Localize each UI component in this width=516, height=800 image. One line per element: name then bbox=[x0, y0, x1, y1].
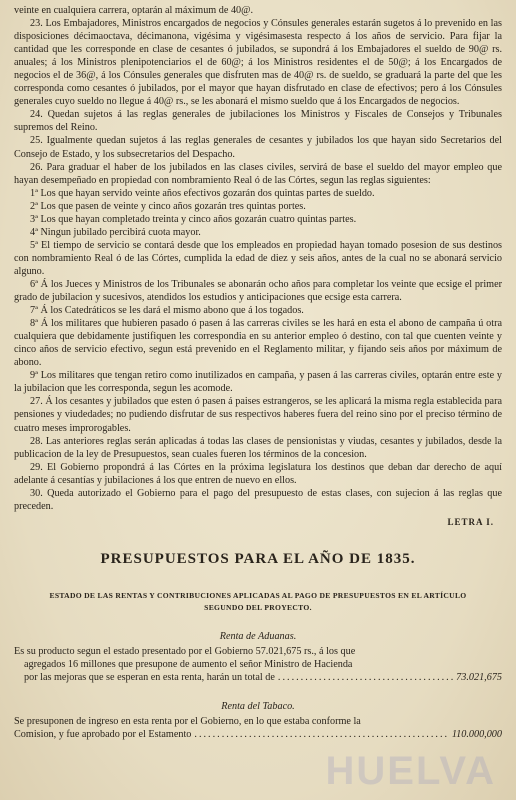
section-heading: Renta del Tabaco. bbox=[221, 701, 295, 713]
text-line: Es su producto segun el estado presentado por el Gobierno 57.021,675 rs., á los que bbox=[14, 645, 356, 657]
paragraph: 24. Quedan sujetos á las reglas generales de jubilaciones los Ministros y Fiscales de Consejos y Tribunales supremos del Reino. bbox=[14, 109, 502, 134]
paragraph: 29. El Gobierno propondrá á las Córtes en la próxima legislatura los destinos que deban dar derecho de aquí adelante á cesantías y jubilaciones á los que entren de nuevo en ellos. bbox=[14, 461, 502, 486]
page-subtitle: ESTADO DE LAS RENTAS Y CONTRIBUCIONES APLICADAS AL PAGO DE PRESUPUESTOS EN EL ARTÍCULO SEGUNDO DEL PROYECTO. bbox=[49, 590, 467, 612]
paragraph: 30. Queda autorizado el Gobierno para el pago del presupuesto de estas clases, con sujecion á las reglas que preceden. bbox=[14, 487, 502, 512]
section-aduanas bbox=[14, 630, 502, 684]
paragraph: 26. Para graduar el haber de los jubilados en las clases civiles, servirá de base el sueldo del mayor empleo que hayan desempeñado en propiedad con nombramiento Real ó de las Córtes, segun las reglas siguientes: bbox=[14, 161, 502, 186]
text-line: agregados 16 millones que presupone de aumento el señor Ministro de Hacienda bbox=[24, 658, 353, 670]
paragraph: 27. Á los cesantes y jubilados que esten ó pasen á paises estrangeros, se les aplicará la misma regla establecida para pensiones y viudedades; no pudiendo disfrutar de sus respectivos haberes fuera del reino sino por el preciso término de cuatro meses improrogables. bbox=[14, 396, 502, 434]
rule-item: 7ª Á los Catedráticos se les dará el mismo abono que á los togados. bbox=[30, 305, 304, 317]
rule-item: 3ª Los que hayan completado treinta y cinco años gozarán cuatro quintas partes. bbox=[30, 213, 357, 225]
page-title: PRESUPUESTOS PARA EL AÑO DE 1835. bbox=[100, 550, 416, 567]
text-line: Se presuponen de ingreso en esta renta por el Gobierno, en lo que estaba conforme la bbox=[14, 716, 361, 728]
paragraph: 25. Igualmente quedan sujetos á las reglas generales de cesantes y jubilados los que hayan sido Secretarios del Consejo de Estado, y los subsecretarios del Despacho. bbox=[14, 135, 502, 160]
amount-line: por las mejoras que se esperan en esta renta, harán un total de ..... 73.021,675 bbox=[14, 671, 502, 684]
rule-item: 4ª Ningun jubilado percibirá cuota mayor. bbox=[30, 226, 201, 238]
paragraph: 23. Los Embajadores, Ministros encargados de negocios y Cónsules generales estarán sugetos á lo prevenido en las disposiciones décimaoctava, décimanona, vigésima y vigésimasesta respecto á los años de servicio. Para fijar la cantidad que les corresponde en clase de cesantes ó jubilados, se supondrá á los Embajadores el sueldo de 90@ rs. anuales; á los Ministros plenipotenciarios el de 60@; á los Ministros residentes el de 50@; á los Encargados de negocios el de 36@, á los Cónsules generales que disfruten mas de 40@ rs. de sueldo, se graduará la parte del que les corresponda como cesantes ó jubilados, por el mayor que hayan disfrutado en clase de efectivos; pero á los Cónsules generales cuyo sueldo no llegue á 40@ rs., se les abonará el mismo sueldo que á los Encargados de negocios. bbox=[14, 18, 502, 108]
letra-label: LETRA I. bbox=[447, 516, 494, 527]
amount: 110.000,000 bbox=[451, 729, 502, 741]
paragraph: 28. Las anteriores reglas serán aplicadas á todas las clases de pensionistas y viudas, cesantes y jubilados, desde la publicacion de la ley de Presupuestos, sean cuales fueren los términos de la concesion. bbox=[14, 435, 502, 460]
rule-item: 8ª Á los militares que hubieren pasado ó pasen á las carreras civiles se les hará en esta el abono de campaña ú otra cualquiera que debidamente justifiquen les correspondia en su anterior empleo ó destino, con tal que cuenten veinte y cinco años de servicio efectivo, segun está prevenido en el Reglamento militar, y fijando seis años por máximum de abono. bbox=[14, 318, 502, 369]
watermark-logo: HUELVA bbox=[325, 749, 496, 793]
section-tabaco bbox=[14, 700, 502, 741]
rule-item: 2ª Los que pasen de veinte y cinco años gozarán tres quintas portes. bbox=[30, 200, 306, 212]
amount-line: Comision, y fue aprobado por el Estamento ..... 110.000,000 bbox=[14, 728, 502, 741]
paragraph: veinte en cualquiera carrera, optarán al máximum de 40@. bbox=[14, 5, 254, 16]
leader-dots bbox=[278, 671, 453, 684]
rule-item: 6ª Á los Jueces y Ministros de los Tribunales se abonarán ocho años para completar los veinte que ecsige el primer grado de jubilacion y sucesivos, atendidos los estudios y anticipaciones que ecsige esta carrera. bbox=[14, 278, 502, 304]
rule-item: 5ª El tiempo de servicio se contará desde que los empleados en propiedad hayan tomado posesion de sus destinos con nombramiento Real ó de las Córtes, cumplida la edad de diez y seis años, antes de la cual no se abonará servicio alguno. bbox=[14, 239, 502, 277]
section-heading: Renta de Aduanas. bbox=[219, 630, 297, 642]
article-text bbox=[14, 4, 502, 513]
rule-item: 9ª Los militares que tengan retiro como inutilizados en campaña, y pasen á las carreras civiles, optarán entre este y la jubilacion que les corresponda, segun les acomode. bbox=[14, 370, 502, 395]
leader-dots bbox=[194, 728, 448, 741]
rule-item: 1ª Los que hayan servido veinte años efectivos gozarán dos quintas partes de sueldo. bbox=[30, 187, 375, 199]
amount: 73.021,675 bbox=[456, 671, 502, 683]
